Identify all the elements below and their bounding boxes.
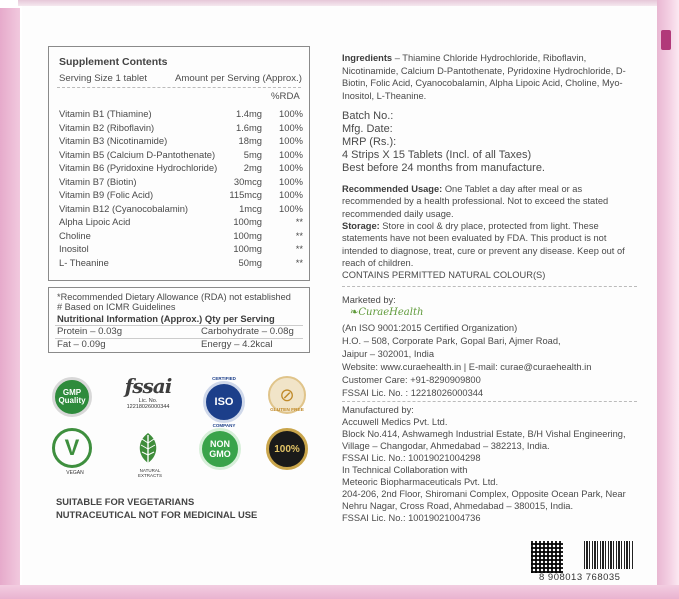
nutrient-rda: 100% xyxy=(279,121,303,133)
box-right-edge xyxy=(657,0,679,599)
strips-count: 4 Strips X 15 Tablets (Incl. of all Taxes) xyxy=(342,149,532,161)
barcode-number: 8 908013 768035 xyxy=(539,572,621,583)
manufacturer-fssai: FSSAI Lic. No.: 10019021004298 xyxy=(342,453,481,463)
supplement-row xyxy=(59,121,303,134)
nutrient-rda: ** xyxy=(295,256,303,268)
nutrition-panel xyxy=(48,287,310,353)
nutrient-name: Vitamin B7 (Biotin) xyxy=(59,175,137,187)
nutrient-name: Vitamin B2 (Riboflavin) xyxy=(59,121,155,133)
usage-block xyxy=(342,183,637,220)
supplement-row xyxy=(59,215,303,228)
nutrient-qty: 5mg xyxy=(243,148,262,160)
customer-care: Customer Care: +91-8290909800 xyxy=(342,375,481,385)
usage-text: One Tablet a day after meal or as recommended by a health professional. Not to exceed the stated recommended daily usage. xyxy=(342,184,609,219)
nutrient-name: Vitamin B5 (Calcium D-Pantothenate) xyxy=(59,148,216,160)
collaborator-address1: 204-206, 2nd Floor, Shiromani Complex, Opposite Ocean Park, Near xyxy=(342,489,626,499)
curae-logo xyxy=(350,307,423,318)
nutrient-rda: ** xyxy=(295,229,303,241)
serving-size: Serving Size 1 tablet xyxy=(59,73,147,84)
nutrient-name: Inositol xyxy=(59,243,89,254)
gmp-badge xyxy=(52,377,92,417)
supplement-panel xyxy=(48,46,310,281)
gluten-free-badge xyxy=(266,376,308,413)
amount-header: Amount per Serving (Approx.) xyxy=(175,73,302,84)
fssai-logo: fssai xyxy=(124,374,172,398)
right-divider xyxy=(342,286,637,287)
supplement-row xyxy=(59,256,303,269)
nutrient-name: Choline xyxy=(59,229,91,241)
nutrient-rda: 100% xyxy=(279,175,303,187)
energy-value: Energy – 4.2kcal xyxy=(201,339,273,350)
wheat-icon: ⊘ xyxy=(268,376,306,414)
supplement-row xyxy=(59,148,303,161)
box-left-edge xyxy=(0,8,20,599)
collaborator-name: Meteoric Biopharmaceuticals Pvt. Ltd. xyxy=(342,477,499,487)
supplement-divider xyxy=(57,87,301,88)
nutrient-qty: 50mg xyxy=(238,256,262,268)
batch-no: Batch No.: xyxy=(342,110,394,122)
carb-value: Carbohydrate – 0.08g xyxy=(201,326,294,337)
protein-value: Protein – 0.03g xyxy=(57,326,123,337)
natural-badge xyxy=(128,428,172,478)
fssai-badge xyxy=(123,374,173,410)
curae-leaf-icon: ❧ xyxy=(350,307,359,318)
nongmo-top: NON xyxy=(210,439,230,449)
vegan-v-icon: V xyxy=(52,428,92,468)
manufactured-by: Manufactured by: xyxy=(342,405,414,415)
supplement-row xyxy=(59,134,303,147)
nutrient-qty: 2mg xyxy=(243,162,262,173)
nutrient-name: Vitamin B9 (Folic Acid) xyxy=(59,189,154,200)
collaborator-address2: Nehru Nagar, Cross Road, Ahmedabad – 380015, India. xyxy=(342,501,574,511)
nutrient-rda: 100% xyxy=(279,135,303,146)
mrp: MRP (Rs.): xyxy=(342,136,397,148)
colours-note: CONTAINS PERMITTED NATURAL COLOUR(S) xyxy=(342,270,546,280)
nongmo-badge xyxy=(199,428,241,470)
website-email: Website: www.curaehealth.in | E-mail: curae@curaehealth.in xyxy=(342,362,592,372)
hundred-percent-icon: 100% xyxy=(266,428,308,470)
curae-brand: CuraeHealth xyxy=(358,307,424,318)
right-divider xyxy=(342,401,637,402)
marketed-by: Marketed by: xyxy=(342,295,396,305)
rda-header: %RDA xyxy=(271,91,300,102)
marketer-fssai: FSSAI Lic. No. : 12218026000344 xyxy=(342,388,484,398)
best-before: Best before 24 months from manufacture. xyxy=(342,162,545,174)
supplement-row xyxy=(59,202,303,215)
fat-value: Fat – 0.09g xyxy=(57,339,106,350)
nutrient-name: Vitamin B3 (Nicotinamide) xyxy=(59,135,168,146)
nutrient-name: Vitamin B6 (Pyridoxine Hydrochloride) xyxy=(59,162,218,173)
nutrient-qty: 100mg xyxy=(233,229,262,241)
manufacturer-address1: Block No.414, Ashwamegh Industrial Estate, B/H Vishal Engineering, xyxy=(342,429,626,439)
nutrient-name: Vitamin B12 (Cyanocobalamin) xyxy=(59,202,189,214)
box-bottom-edge xyxy=(0,585,679,599)
nongmo-icon xyxy=(199,428,241,470)
nutrient-qty: 1.6mg xyxy=(235,121,262,133)
suitable-vegetarians: SUITABLE FOR VEGETARIANS xyxy=(56,496,195,507)
mfg-date: Mfg. Date: xyxy=(342,123,393,135)
nutrient-name: Alpha Lipoic Acid xyxy=(59,216,131,227)
supplement-row xyxy=(59,188,303,201)
supplement-row xyxy=(59,175,303,188)
nutraceutical-note: NUTRACEUTICAL NOT FOR MEDICINAL USE xyxy=(56,509,258,520)
box-corner-tab xyxy=(661,30,671,50)
gluten-free-label: GLUTEN FREE xyxy=(270,408,304,413)
gmp-icon: GMP Quality xyxy=(52,377,92,417)
leaf-icon xyxy=(128,428,168,468)
nutrient-rda: 100% xyxy=(279,108,303,119)
nutrient-rda: 100% xyxy=(279,189,303,200)
storage-block xyxy=(342,220,637,269)
collaborator-fssai: FSSAI Lic. No.: 10019021004736 xyxy=(342,513,481,523)
nutrient-qty: 18mg xyxy=(238,135,262,146)
nutrient-qty: 1mcg xyxy=(239,202,262,214)
vegan-label: VEGAN xyxy=(66,470,84,476)
usage-label: Recommended Usage: xyxy=(342,184,443,194)
nutrient-qty: 100mg xyxy=(233,216,262,227)
nongmo-bottom: GMO xyxy=(209,449,231,459)
nutrient-rda: ** xyxy=(295,243,303,254)
nutrition-heading: Nutritional Information (Approx.) Qty per Serving xyxy=(57,313,275,324)
ingredients-block xyxy=(342,52,637,103)
ho-address-line1: H.O. – 508, Corporate Park, Gopal Bari, Ajmer Road, xyxy=(342,336,561,346)
hundred-percent-badge xyxy=(266,428,308,470)
iso-badge xyxy=(199,376,249,428)
fssai-lic-label: Lic. No. xyxy=(138,398,158,404)
nutrient-rda: ** xyxy=(295,216,303,227)
leaf-svg xyxy=(133,431,163,465)
nutrient-qty: 30mcg xyxy=(233,175,262,187)
fssai-lic-number: 12218026000344 xyxy=(126,404,170,410)
nutrient-name: Vitamin B1 (Thiamine) xyxy=(59,108,152,119)
supplement-title: Supplement Contents xyxy=(59,56,168,68)
storage-text: Store in cool & dry place, protected from light. These statements have not been evaluated by FDA. This product is not intended to diagnose, treat, cure or prevent any disease. Keep out of reach of children. xyxy=(342,221,625,268)
nutrient-rda: 100% xyxy=(279,202,303,214)
nutrient-qty: 100mg xyxy=(233,243,262,254)
collaboration-label: In Technical Collaboration with xyxy=(342,465,468,475)
nutrient-qty: 1.4mg xyxy=(235,108,262,119)
manufacturer-name: Accuwell Medics Pvt. Ltd. xyxy=(342,417,448,427)
storage-label: Storage: xyxy=(342,221,380,231)
vegan-badge xyxy=(52,428,98,476)
iso-icon: ISO xyxy=(203,381,245,423)
iso-company-label: COMPANY xyxy=(212,423,236,428)
iso-certification: (An ISO 9001:2015 Certified Organization) xyxy=(342,323,518,333)
supplement-row xyxy=(59,242,303,255)
qr-code xyxy=(531,541,563,573)
supplement-row xyxy=(59,229,303,242)
ho-address-line2: Jaipur – 302001, India xyxy=(342,349,435,359)
supplement-row xyxy=(59,107,303,120)
nutrient-rda: 100% xyxy=(279,148,303,160)
icmr-note: # Based on ICMR Guidelines xyxy=(57,302,176,312)
nutrient-rda: 100% xyxy=(279,162,303,173)
ingredients-label: Ingredients xyxy=(342,53,393,63)
ingredients-text: – Thiamine Chloride Hydrochloride, Riboflavin, Nicotinamide, Calcium D-Pantothenate, Pyridoxine Hydrochloride, D-Biotin, Folic Acid, Cyanocobalamin, Alpha Lipoic Acid, Choline, Myo-Inositol, L-Theanine. xyxy=(342,53,626,102)
natural-label: NATURAL EXTRACTS xyxy=(137,468,162,478)
barcode xyxy=(584,541,634,569)
supplement-row xyxy=(59,161,303,174)
rda-note: *Recommended Dietary Allowance (RDA) not established xyxy=(57,292,291,302)
nutrient-qty: 115mcg xyxy=(229,189,262,200)
manufacturer-address2: Village – Changodar, Ahmedabad – 382213, India. xyxy=(342,441,550,451)
iso-certified-label: CERTIFIED xyxy=(212,376,236,381)
nutrient-name: L- Theanine xyxy=(59,256,109,268)
